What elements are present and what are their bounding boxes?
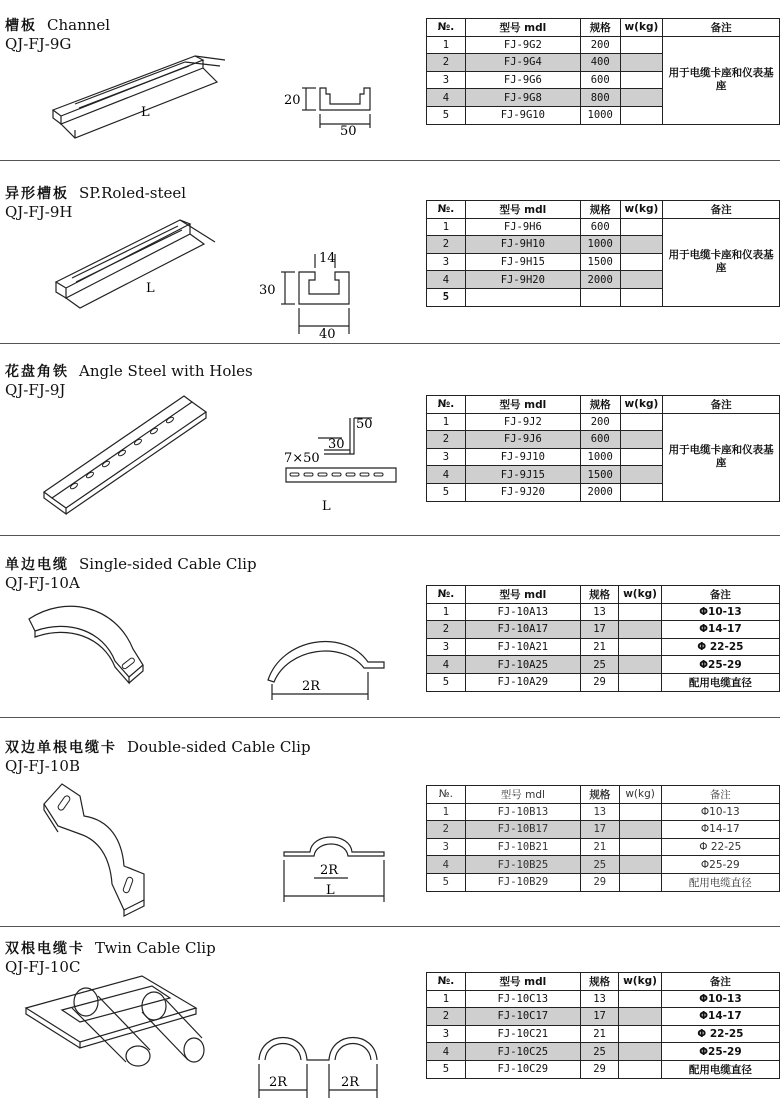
cell-mdl: FJ-9J6 <box>465 431 580 449</box>
cell-no: 2 <box>427 1008 466 1026</box>
dim-length: L <box>326 883 335 898</box>
cell-note: 配用电缆直径 <box>661 673 779 691</box>
cell-spec-v: 600 <box>580 218 620 236</box>
cell-note: Φ10-13 <box>661 803 779 821</box>
cell-mdl: FJ-10A21 <box>465 638 580 656</box>
cell-note: Φ25-29 <box>661 656 779 674</box>
cell-spec-v: 1000 <box>580 448 620 466</box>
section-divider <box>0 926 780 927</box>
section-divider <box>0 717 780 718</box>
col-mdl: 型号 mdl <box>465 586 580 604</box>
product-code: QJ-FJ-10C <box>5 958 81 976</box>
table-row <box>427 856 780 874</box>
section-title-roled-steel <box>5 185 186 203</box>
cell-spec-v: 29 <box>581 873 619 891</box>
col-mdl: 型号 mdl <box>465 973 580 991</box>
cell-no: 4 <box>427 656 466 674</box>
cell-spec-v: 17 <box>581 821 619 839</box>
product-code: QJ-FJ-10B <box>5 757 80 775</box>
cell-spec-v: 17 <box>580 1008 618 1026</box>
title-en: Channel <box>47 16 111 34</box>
cell-spec-v: 13 <box>580 603 618 621</box>
cell-w <box>619 838 661 856</box>
twin-clip-profile <box>255 1020 385 1100</box>
cell-mdl: FJ-9H6 <box>465 218 580 236</box>
cell-w <box>620 271 663 289</box>
col-note: 备注 <box>661 786 779 804</box>
cell-w <box>620 36 663 54</box>
cell-no: 4 <box>427 89 466 107</box>
cell-w <box>620 253 663 271</box>
channel-illustration <box>45 48 235 148</box>
twin-clip-illustration <box>22 972 222 1090</box>
table-row <box>427 621 780 639</box>
cell-w <box>620 431 663 449</box>
section-title-channel <box>5 17 110 35</box>
cell-no: 5 <box>427 873 466 891</box>
table-row <box>427 1043 780 1061</box>
cell-w <box>619 1043 662 1061</box>
cell-w <box>620 448 663 466</box>
cell-mdl: FJ-9H10 <box>465 236 580 254</box>
cell-mdl <box>465 288 580 306</box>
spec-table-roled-steel <box>426 200 780 307</box>
cell-mdl: FJ-9J20 <box>465 483 580 501</box>
cell-w <box>620 236 663 254</box>
cell-mdl: FJ-9J2 <box>465 413 580 431</box>
table-row <box>427 656 780 674</box>
cell-mdl: FJ-10B21 <box>465 838 580 856</box>
cell-mdl: FJ-10C17 <box>465 1008 580 1026</box>
section-divider <box>0 343 780 344</box>
cell-w <box>620 483 663 501</box>
col-spec: 规格 <box>580 201 620 219</box>
cell-mdl: FJ-9G4 <box>465 54 580 72</box>
cell-spec-v: 13 <box>580 990 618 1008</box>
cell-mdl: FJ-10C21 <box>465 1025 580 1043</box>
dim-radius: 2R <box>320 863 339 878</box>
table-row <box>427 1008 780 1026</box>
dim-a: 50 <box>356 417 373 432</box>
cell-mdl: FJ-10C25 <box>465 1043 580 1061</box>
title-zh: 单边电缆 <box>5 557 69 573</box>
col-no: №. <box>427 201 466 219</box>
col-spec: 规格 <box>580 973 618 991</box>
cell-note: Φ10-13 <box>661 603 779 621</box>
col-weight: w(kg) <box>619 973 662 991</box>
note-cell: 用于电缆卡座和仪表基座 <box>663 413 780 501</box>
spec-table-angle-steel <box>426 395 780 502</box>
table-row <box>427 36 780 54</box>
cell-w <box>620 218 663 236</box>
cell-no: 5 <box>427 483 466 501</box>
title-en: SP.Roled-steel <box>79 184 187 202</box>
cell-spec-v: 1500 <box>580 466 620 484</box>
col-no: №. <box>427 396 466 414</box>
cell-mdl: FJ-9H15 <box>465 253 580 271</box>
cell-spec-v: 25 <box>580 656 618 674</box>
cell-mdl: FJ-10A25 <box>465 656 580 674</box>
cell-no: 4 <box>427 1043 466 1061</box>
table-row <box>427 873 780 891</box>
col-no: №. <box>427 19 466 37</box>
cell-spec-v: 400 <box>580 54 620 72</box>
cell-w <box>619 803 661 821</box>
table-row <box>427 638 780 656</box>
cell-no: 2 <box>427 431 466 449</box>
dim-width: 40 <box>319 327 336 342</box>
col-weight: w(kg) <box>620 19 663 37</box>
dim-width: 50 <box>340 124 357 139</box>
table-row <box>427 838 780 856</box>
cell-spec-v: 17 <box>580 621 618 639</box>
single-clip-profile <box>262 632 392 707</box>
title-zh: 异形槽板 <box>5 186 69 202</box>
cell-w <box>619 1060 662 1078</box>
cell-w <box>620 89 663 107</box>
cell-w <box>619 638 662 656</box>
col-spec: 规格 <box>580 586 618 604</box>
section-title-single-clip <box>5 556 257 574</box>
cell-no: 1 <box>427 990 466 1008</box>
spec-table-twin-clip <box>426 972 780 1079</box>
cell-note: 配用电缆直径 <box>661 1060 779 1078</box>
product-code: QJ-FJ-9H <box>5 203 73 221</box>
product-code: QJ-FJ-10A <box>5 574 80 592</box>
cell-spec-v: 2000 <box>580 483 620 501</box>
cell-no: 1 <box>427 413 466 431</box>
cell-mdl: FJ-9G6 <box>465 71 580 89</box>
cell-spec-v: 25 <box>580 1043 618 1061</box>
cell-note: Φ 22-25 <box>661 638 779 656</box>
table-row <box>427 821 780 839</box>
dim-length: L <box>141 105 150 120</box>
cell-spec-v: 29 <box>580 673 618 691</box>
cell-note: Φ 22-25 <box>661 838 779 856</box>
dim-holes: 7×50 <box>284 451 320 466</box>
angle-steel-illustration <box>40 392 210 522</box>
dim-radius: 2R <box>302 679 321 694</box>
cell-note: Φ14-17 <box>661 1008 779 1026</box>
cell-no: 5 <box>427 673 466 691</box>
dim-length: L <box>146 281 155 296</box>
cell-no: 5 <box>427 106 466 124</box>
cell-mdl: FJ-10B29 <box>465 873 580 891</box>
col-spec: 规格 <box>580 396 620 414</box>
cell-no: 2 <box>427 821 466 839</box>
cell-no: 3 <box>427 638 466 656</box>
cell-no: 5 <box>427 1060 466 1078</box>
channel-profile <box>280 80 390 140</box>
dim-top: 14 <box>319 251 336 266</box>
cell-no: 2 <box>427 54 466 72</box>
section-title-twin-clip <box>5 940 216 958</box>
cell-no: 5 <box>427 288 466 306</box>
table-row <box>427 603 780 621</box>
title-zh: 花盘角铁 <box>5 364 69 380</box>
cell-no: 1 <box>427 36 466 54</box>
cell-mdl: FJ-10B17 <box>465 821 580 839</box>
cell-spec-v: 1000 <box>580 236 620 254</box>
table-row <box>427 413 780 431</box>
cell-mdl: FJ-10A17 <box>465 621 580 639</box>
spec-table-single-clip <box>426 585 780 692</box>
cell-spec-v: 200 <box>580 413 620 431</box>
col-weight: w(kg) <box>619 586 662 604</box>
col-note: 备注 <box>663 396 780 414</box>
double-clip-illustration <box>40 780 160 920</box>
col-mdl: 型号 mdl <box>465 396 580 414</box>
table-row <box>427 803 780 821</box>
note-cell: 用于电缆卡座和仪表基座 <box>663 36 780 124</box>
cell-spec-v: 200 <box>580 36 620 54</box>
col-weight: w(kg) <box>620 201 663 219</box>
double-clip-profile <box>280 830 400 910</box>
cell-no: 1 <box>427 218 466 236</box>
col-spec: 规格 <box>580 19 620 37</box>
section-title-angle-steel <box>5 363 253 381</box>
cell-no: 3 <box>427 71 466 89</box>
cell-spec-v: 13 <box>581 803 619 821</box>
col-note: 备注 <box>661 586 779 604</box>
cell-spec-v: 21 <box>580 1025 618 1043</box>
table-row <box>427 673 780 691</box>
section-divider <box>0 160 780 161</box>
product-code: QJ-FJ-9G <box>5 35 72 53</box>
cell-w <box>619 603 662 621</box>
table-row <box>427 990 780 1008</box>
dim-height: 30 <box>259 283 276 298</box>
cell-no: 3 <box>427 253 466 271</box>
section-divider <box>0 535 780 536</box>
col-mdl: 型号 mdl <box>465 201 580 219</box>
cell-w <box>619 990 662 1008</box>
cell-note: 配用电缆直径 <box>661 873 779 891</box>
cell-w <box>620 54 663 72</box>
cell-mdl: FJ-10A29 <box>465 673 580 691</box>
dim-radius-left: 2R <box>269 1075 288 1090</box>
cell-w <box>619 1025 662 1043</box>
col-spec: 规格 <box>581 786 619 804</box>
cell-mdl: FJ-10C13 <box>465 990 580 1008</box>
cell-w <box>619 1008 662 1026</box>
title-zh: 双根电缆卡 <box>5 941 85 957</box>
cell-no: 4 <box>427 271 466 289</box>
table-row <box>427 1060 780 1078</box>
title-zh: 双边单根电缆卡 <box>5 740 117 756</box>
cell-mdl: FJ-9J15 <box>465 466 580 484</box>
cell-w <box>619 656 662 674</box>
cell-note: Φ 22-25 <box>661 1025 779 1043</box>
title-en: Double-sided Cable Clip <box>127 738 311 756</box>
cell-note: Φ14-17 <box>661 821 779 839</box>
cell-note: Φ14-17 <box>661 621 779 639</box>
cell-mdl: FJ-9G8 <box>465 89 580 107</box>
single-clip-illustration <box>25 595 165 695</box>
title-en: Angle Steel with Holes <box>79 362 253 380</box>
spec-table-double-clip <box>426 785 780 892</box>
cell-mdl: FJ-10C29 <box>465 1060 580 1078</box>
cell-mdl: FJ-10B25 <box>465 856 580 874</box>
cell-note: Φ25-29 <box>661 856 779 874</box>
roled-steel-illustration <box>50 212 230 322</box>
cell-mdl: FJ-9G2 <box>465 36 580 54</box>
cell-spec-v: 29 <box>580 1060 618 1078</box>
col-no: №. <box>427 973 466 991</box>
cell-w <box>619 673 662 691</box>
angle-steel-profile <box>280 410 405 520</box>
product-code: QJ-FJ-9J <box>5 381 66 399</box>
dim-b: 30 <box>328 437 345 452</box>
cell-no: 1 <box>427 603 466 621</box>
spec-table-channel <box>426 18 780 125</box>
cell-w <box>619 821 661 839</box>
cell-spec-v: 1500 <box>580 253 620 271</box>
cell-no: 4 <box>427 466 466 484</box>
col-mdl: 型号 mdl <box>465 786 580 804</box>
cell-no: 3 <box>427 448 466 466</box>
cell-w <box>620 106 663 124</box>
cell-spec-v: 25 <box>581 856 619 874</box>
table-row <box>427 1025 780 1043</box>
table-row <box>427 218 780 236</box>
note-cell: 用于电缆卡座和仪表基座 <box>663 218 780 306</box>
dim-length: L <box>322 499 331 514</box>
cell-no: 1 <box>427 803 466 821</box>
cell-w <box>619 873 661 891</box>
cell-spec-v: 21 <box>580 638 618 656</box>
cell-note: Φ10-13 <box>661 990 779 1008</box>
col-note: 备注 <box>661 973 779 991</box>
cell-spec-v: 1000 <box>580 106 620 124</box>
col-note: 备注 <box>663 19 780 37</box>
dim-radius-right: 2R <box>341 1075 360 1090</box>
col-weight: w(kg) <box>620 396 663 414</box>
cell-w <box>620 466 663 484</box>
cell-spec-v: 600 <box>580 431 620 449</box>
col-no: №. <box>427 586 466 604</box>
cell-spec-v: 600 <box>580 71 620 89</box>
cell-no: 2 <box>427 236 466 254</box>
cell-mdl: FJ-9H20 <box>465 271 580 289</box>
section-title-double-clip <box>5 739 311 757</box>
cell-no: 3 <box>427 1025 466 1043</box>
cell-w <box>620 413 663 431</box>
cell-w <box>620 71 663 89</box>
cell-spec-v <box>580 288 620 306</box>
cell-mdl: FJ-9J10 <box>465 448 580 466</box>
col-note: 备注 <box>663 201 780 219</box>
dim-height: 20 <box>284 93 301 108</box>
cell-no: 3 <box>427 838 466 856</box>
cell-w <box>620 288 663 306</box>
title-en: Single-sided Cable Clip <box>79 555 257 573</box>
cell-no: 4 <box>427 856 466 874</box>
title-zh: 槽板 <box>5 18 37 34</box>
col-mdl: 型号 mdl <box>465 19 580 37</box>
cell-w <box>619 621 662 639</box>
cell-w <box>619 856 661 874</box>
cell-spec-v: 21 <box>581 838 619 856</box>
cell-mdl: FJ-10B13 <box>465 803 580 821</box>
col-weight: w(kg) <box>619 786 661 804</box>
title-en: Twin Cable Clip <box>95 939 216 957</box>
cell-mdl: FJ-9G10 <box>465 106 580 124</box>
cell-spec-v: 800 <box>580 89 620 107</box>
col-no: №. <box>427 786 466 804</box>
cell-note: Φ25-29 <box>661 1043 779 1061</box>
roled-steel-profile <box>255 250 375 340</box>
cell-mdl: FJ-10A13 <box>465 603 580 621</box>
cell-spec-v: 2000 <box>580 271 620 289</box>
cell-no: 2 <box>427 621 466 639</box>
